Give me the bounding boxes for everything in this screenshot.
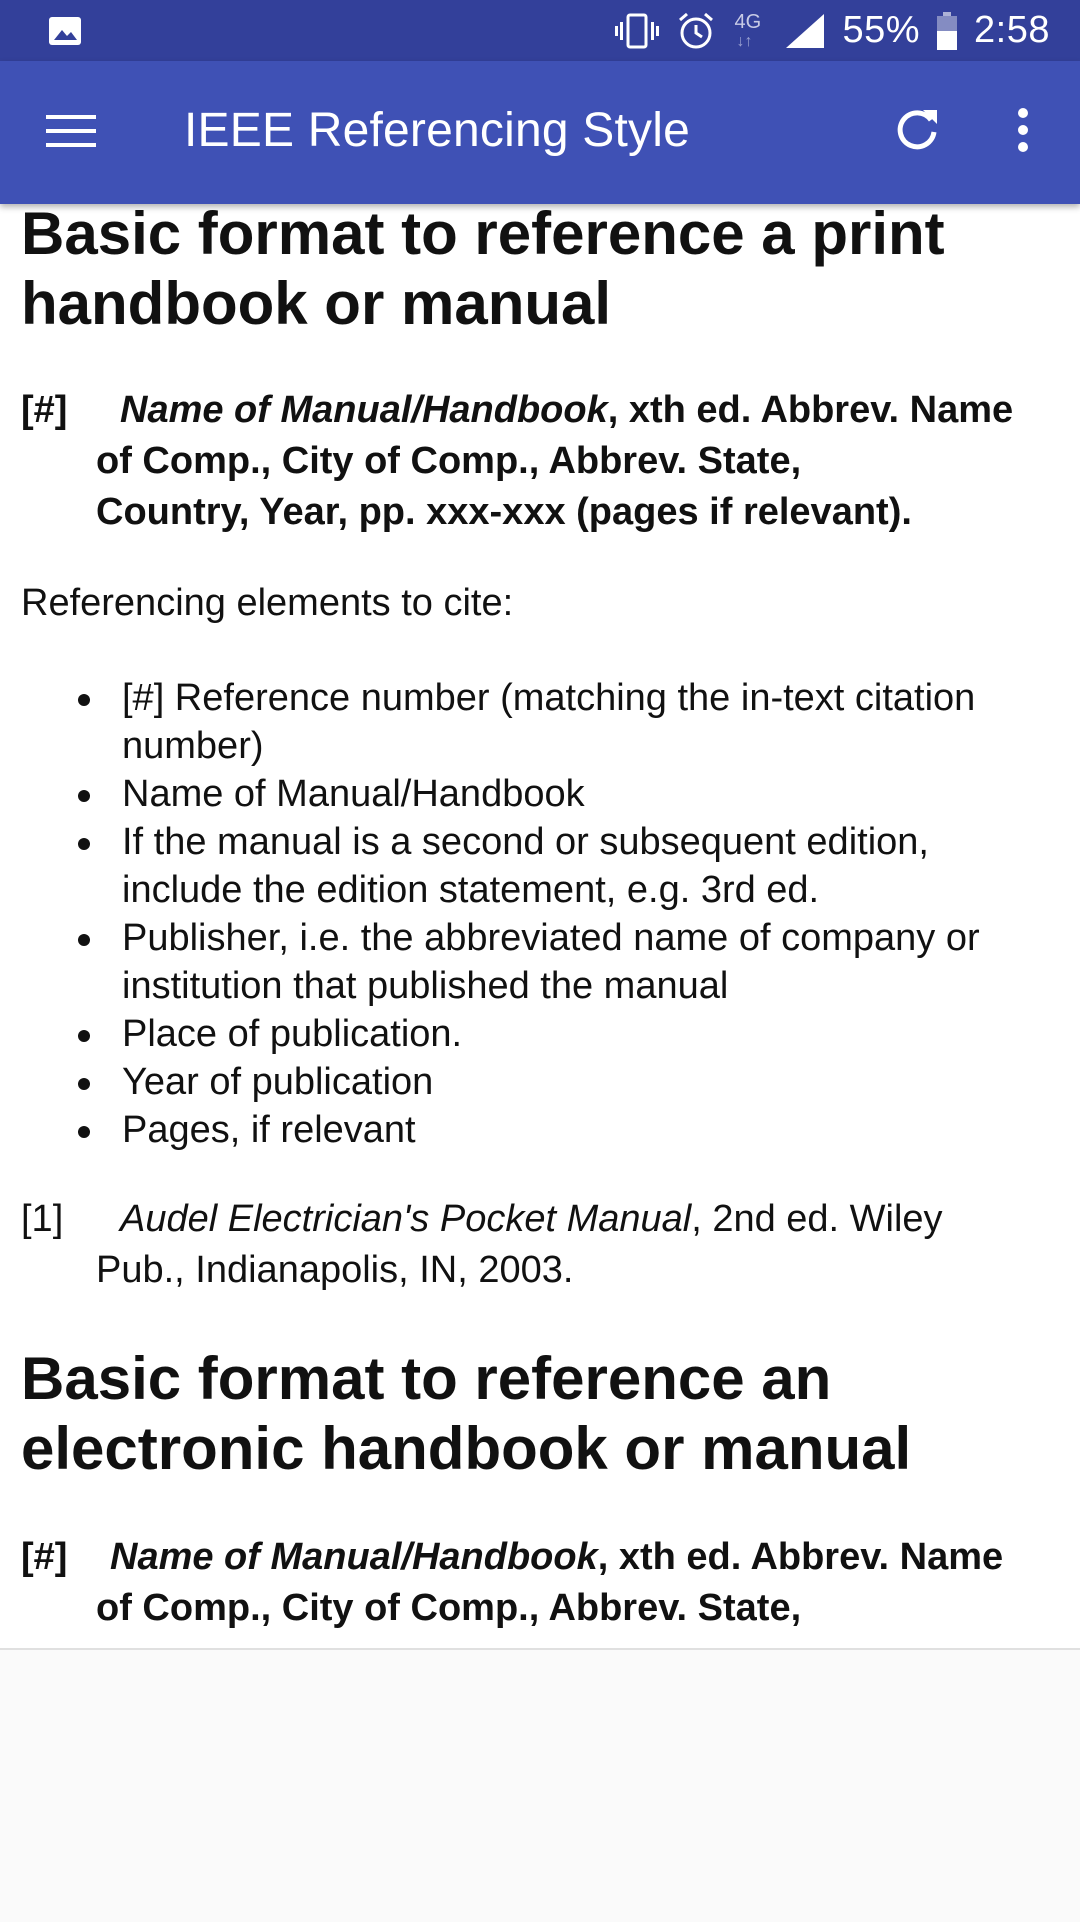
elements-list (0, 674, 1080, 1154)
reference-title: Name of Manual/Handbook (110, 1536, 598, 1578)
image-icon (48, 16, 82, 46)
list-item: Name of Manual/Handbook (0, 770, 1080, 818)
reference-title: Name of Manual/Handbook (120, 389, 608, 431)
list-item: [#] Reference number (matching the in-text citation number) (0, 674, 1080, 770)
elements-intro: Referencing elements to cite: (21, 582, 514, 624)
reference-format: [#] Name of Manual/Handbook, xth ed. Abbrev. Name of Comp., City of Comp., Abbrev. State, (21, 1532, 1061, 1634)
refresh-icon[interactable] (893, 106, 941, 154)
clock: 2:58 (974, 9, 1050, 51)
content-webview[interactable] (0, 204, 1080, 1648)
battery-percent: 55% (842, 9, 921, 51)
battery-icon (936, 11, 958, 51)
page-title: IEEE Referencing Style (184, 104, 690, 157)
section-heading: Basic format to reference an electronic handbook or manual (21, 1345, 912, 1482)
vibrate-icon (614, 12, 660, 50)
section-heading: Basic format to reference a print handbook or manual (21, 204, 945, 337)
reference-format: [#] Name of Manual/Handbook, xth ed. Abbrev. Name of Comp., City of Comp., Abbrev. State, Country, Year, pp. xxx-xxx (pages if relevant). (21, 385, 1061, 538)
app-bar (0, 61, 1080, 204)
list-item: Year of publication (0, 1058, 1080, 1106)
alarm-icon (676, 11, 716, 51)
status-bar (0, 0, 1080, 61)
list-item: If the manual is a second or subsequent edition, include the edition statement, e.g. 3rd ed. (0, 818, 1080, 914)
reference-number: [#] (21, 1536, 68, 1578)
menu-icon[interactable] (46, 111, 96, 151)
list-item: Place of publication. (0, 1010, 1080, 1058)
reference-number: [1] (21, 1198, 64, 1240)
reference-number: [#] (21, 389, 68, 431)
reference-example: [1] Audel Electrician's Pocket Manual, 2nd ed. Wiley Pub., Indianapolis, IN, 2003. (21, 1194, 1061, 1296)
network-4g-icon: 4G ↓↑ (734, 10, 762, 50)
list-item: Pages, if relevant (0, 1106, 1080, 1154)
list-item: Publisher, i.e. the abbreviated name of company or institution that published the manual (0, 914, 1080, 1010)
signal-icon (784, 12, 826, 50)
reference-title: Audel Electrician's Pocket Manual (120, 1198, 692, 1240)
more-vert-icon[interactable] (1000, 106, 1046, 154)
empty-bottom-area (0, 1648, 1080, 1922)
